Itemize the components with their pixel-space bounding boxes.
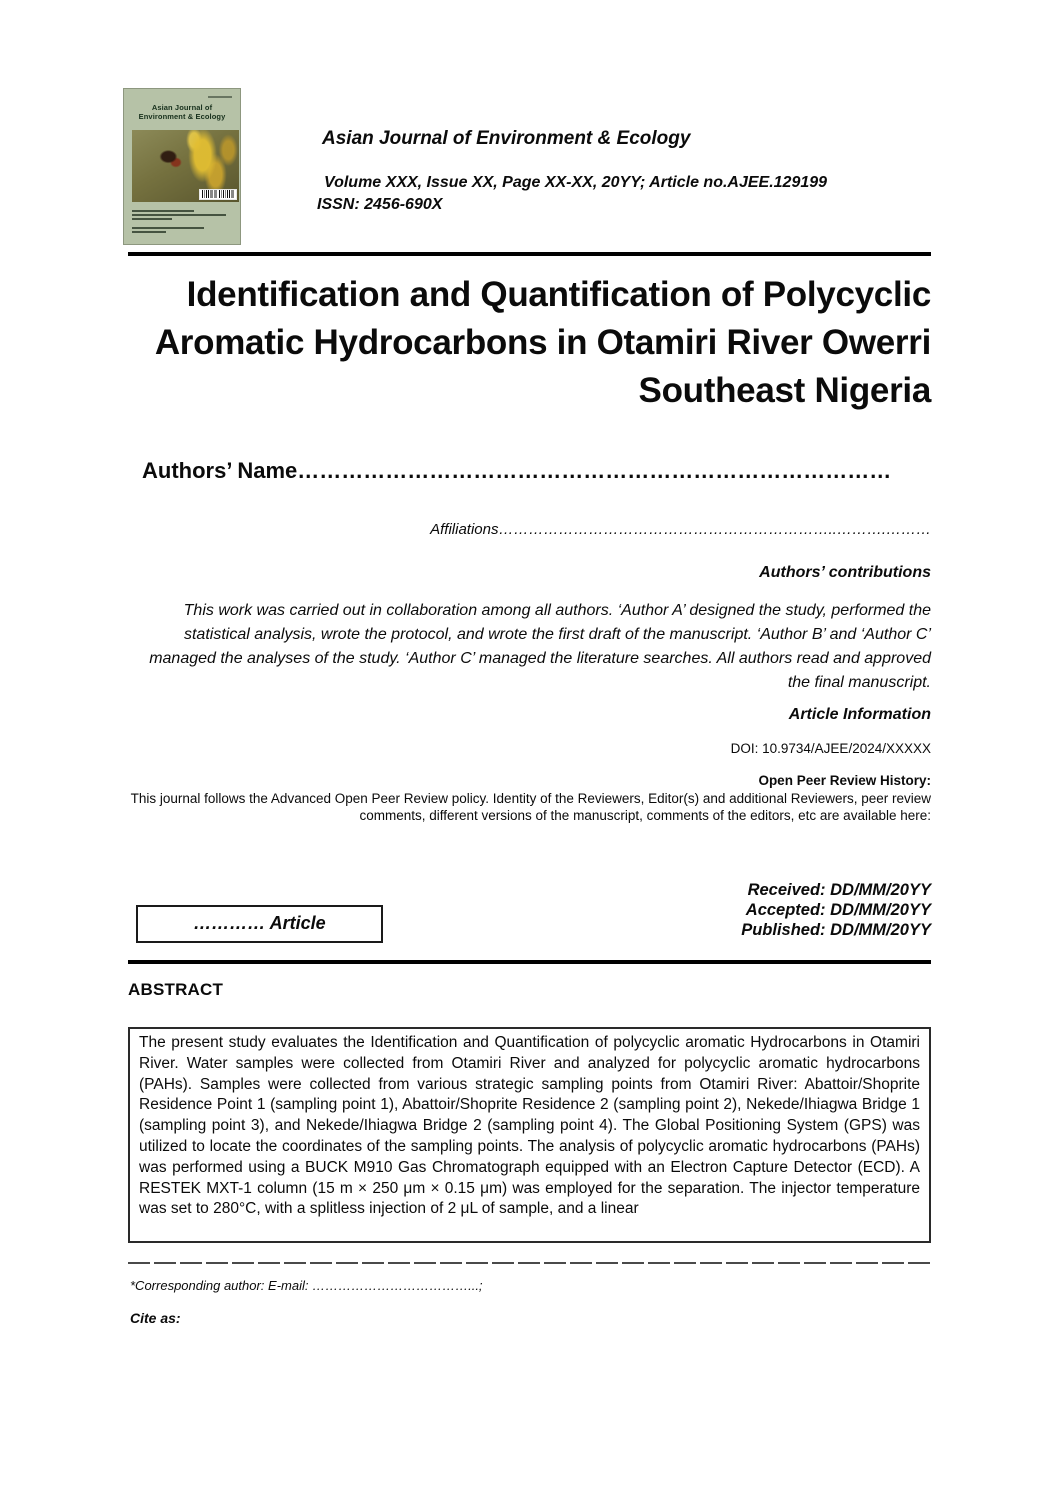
cover-issn-small-text (208, 96, 232, 98)
article-type-box: ………… Article (136, 905, 383, 943)
cover-journal-title (123, 103, 241, 121)
cover-fine-print-line (132, 218, 172, 220)
journal-cover-image (123, 88, 241, 245)
journal-name: Asian Journal of Environment & Ecology (322, 128, 691, 149)
authors-name-line: Authors’ Name……………………………………………………………………… (142, 458, 892, 483)
cover-journal-title-line2: Environment & Ecology (138, 112, 226, 121)
published-date: Published: DD/MM/20YY (741, 921, 931, 939)
cover-photo-bee-on-flowers (132, 130, 239, 202)
cover-fine-print-line (132, 231, 166, 233)
dates-block (741, 880, 931, 940)
cover-barcode (199, 189, 237, 200)
cover-journal-title-line1: Asian Journal of (151, 103, 213, 112)
cover-fine-print-line (132, 227, 204, 229)
open-peer-review-heading: Open Peer Review History: (758, 773, 931, 788)
abstract-text-box: The present study evaluates the Identification and Quantification of polycyclic aromatic Hydrocarbons in Otamiri River. Water samples were collected from Otamiri River and analyzed for polycyclic aromatic hydrocarbons (PAHs). Samples were collected from various strategic sampling points from Otamiri River: Abattoir/Shoprite Residence Point 1 (sampling point 1), Abattoir/Shoprite Residence 2 (sampling point 2), Nekede/Ihiagwa Bridge 1 (sampling point 3), and Nekede/Ihiagwa Bridge 2 (sampling point 4). The Global Positioning System (GPS) was utilized to locate the coordinates of the sampling points. The analysis of polycyclic aromatic hydrocarbons (PAHs) was performed using a BUCK M910 Gas Chromatograph equipped with an Electron Capture Detector (ECD). A RESTEK MXT-1 column (15 m × 250 μm × 0.15 μm) was employed for the separation. The injector temperature was set to 280°C, with a splitless injection of 2 μL of sample, and a linear (128, 1027, 931, 1243)
article-information-heading: Article Information (788, 706, 931, 723)
cover-fine-print-line (132, 210, 194, 212)
issn-line: ISSN: 2456-690X (317, 196, 443, 213)
footnote-separator (128, 1262, 931, 1264)
open-peer-review-text: This journal follows the Advanced Open Peer Review policy. Identity of the Reviewers, Editor(s) and additional Reviewers, peer review comments, different versions of the manuscript, comments of the editors, etc are available here: (130, 791, 931, 823)
accepted-date: Accepted: DD/MM/20YY (745, 901, 931, 919)
authors-contributions-heading: Authors’ contributions (759, 564, 931, 581)
header-divider-rule (128, 252, 931, 256)
volume-issue-line: Volume XXX, Issue XX, Page XX-XX, 20YY; Article no.AJEE.129199 (324, 174, 828, 191)
cover-fine-print-line (132, 214, 226, 216)
doi-line: DOI: 10.9734/AJEE/2024/XXXXX (730, 741, 931, 756)
abstract-divider-rule (128, 960, 931, 964)
received-date: Received: DD/MM/20YY (747, 881, 931, 899)
abstract-heading: ABSTRACT (128, 980, 224, 999)
article-title: Identification and Quantification of Polycyclic Aromatic Hydrocarbons in Otamiri River Owerri Southeast Nigeria (154, 275, 931, 410)
cite-as-label: Cite as: (130, 1310, 181, 1326)
authors-contributions-text: This work was carried out in collaboration among all authors. ‘Author A’ designed the study, performed the statistical analysis, wrote the protocol, and wrote the first draft of the manuscript. ‘Author B’ and ‘Author C’ managed the analyses of the study. ‘Author C’ managed the literature searches. All authors read and approved the final manuscript. (149, 602, 931, 691)
corresponding-author-footnote: *Corresponding author: E-mail: ………………………………...; (130, 1278, 483, 1293)
affiliations-line: Affiliations…………………………………………………………..……….……… (430, 521, 931, 538)
